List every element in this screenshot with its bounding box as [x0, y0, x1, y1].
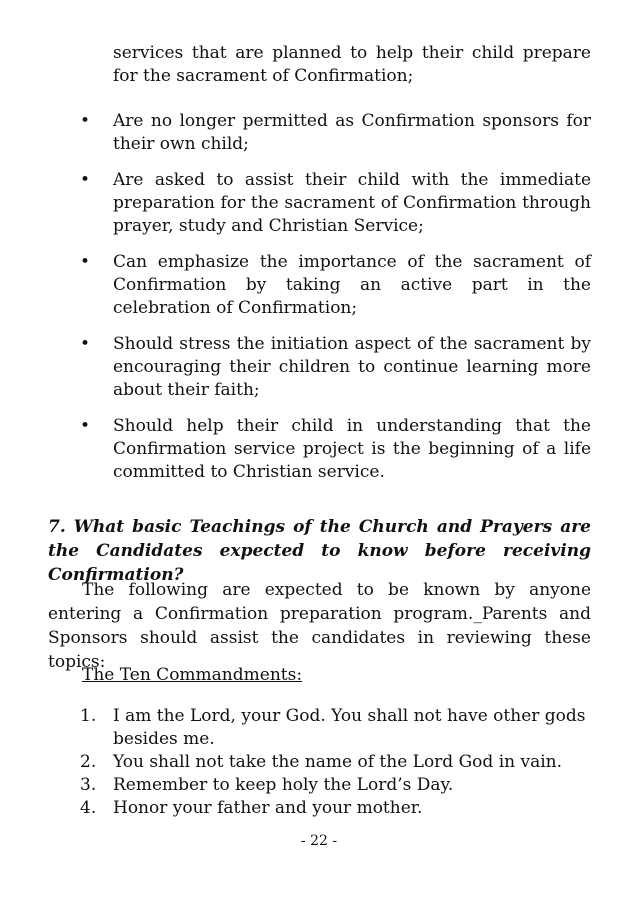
list-item — [80, 251, 591, 320]
list-number: 4. — [80, 798, 97, 818]
list-item — [80, 751, 591, 774]
list-item — [80, 415, 591, 484]
list-item — [80, 774, 591, 797]
list-number: 3. — [80, 775, 97, 795]
list-number: 1. — [80, 706, 97, 726]
commandments-list — [80, 705, 591, 820]
list-item-text: Should stress the initiation aspect of the sacrament by encouraging their children to continue learning more about their faith; — [113, 334, 591, 400]
bullet-icon: • — [80, 334, 91, 354]
bullet-icon: • — [80, 111, 91, 131]
list-item-text: Are no longer permitted as Confirmation sponsors for their own child; — [113, 111, 591, 154]
list-item-text: Remember to keep holy the Lord’s Day. — [113, 775, 454, 795]
page-number: - 22 - — [300, 833, 338, 849]
list-item — [80, 333, 591, 402]
list-item — [80, 110, 591, 156]
intro-paragraph: The following are expected to be known by anyone entering a Confirmation preparation program._Parents and Sponsors should assist the candidates in reviewing these topics: — [48, 580, 591, 672]
list-item-text: Honor your father and your mother. — [113, 798, 423, 818]
section-question-heading: 7. What basic Teachings of the Church and Prayers are the Candidates expected to know before receiving Confirmation? — [48, 517, 591, 585]
list-item — [80, 797, 591, 820]
bullet-icon: • — [80, 416, 91, 436]
list-item-text: You shall not take the name of the Lord God in vain. — [113, 752, 563, 772]
parent-responsibilities-list — [80, 110, 591, 497]
list-item-text: Can emphasize the importance of the sacrament of Confirmation by taking an active part in the celebration of Confirmation; — [113, 252, 591, 318]
list-number: 2. — [80, 752, 97, 772]
list-item — [80, 169, 591, 238]
list-item-text: Should help their child in understanding that the Confirmation service project is the beginning of a life committed to Christian service. — [113, 416, 591, 482]
bullet-icon: • — [80, 252, 91, 272]
continuation-text: services that are planned to help their child prepare for the sacrament of Confirmation; — [113, 43, 591, 86]
list-item-text: I am the Lord, your God. You shall not have other gods besides me. — [113, 706, 586, 749]
list-item — [80, 705, 591, 751]
list-item-text: Are asked to assist their child with the immediate preparation for the sacrament of Confirmation through prayer, study and Christian Service; — [113, 170, 591, 236]
ten-commandments-heading: The Ten Commandments: — [82, 665, 303, 685]
bullet-icon: • — [80, 170, 91, 190]
